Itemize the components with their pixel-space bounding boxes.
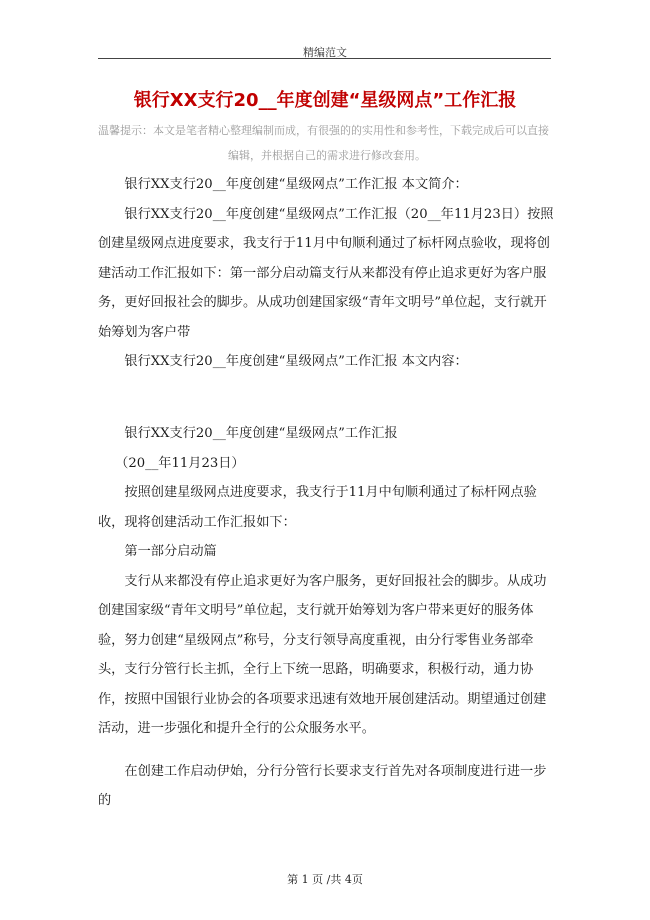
intro-paragraph: 银行XX支行20__年度创建“星级网点”工作汇报（20__年11月23日）按照创建星级网点进度要求，我支行于11月中旬顺利通过了标杆网点验收，现将创建活动工作汇报如下：第一部分启动篇支行从来都没有停止追求更好为客户服务，更好回报社会的脚步。从成功创建国家级“青年文明号”单位起，支行就开始筹划为客户带	[98, 206, 554, 340]
doc-subtitle: 银行XX支行20__年度创建“星级网点”工作汇报	[124, 426, 398, 441]
tip-notice	[98, 118, 556, 168]
document-body	[98, 170, 556, 816]
document-title: 银行XX支行20__年度创建“星级网点”工作汇报	[133, 90, 517, 111]
spacer	[98, 390, 556, 420]
content-label: 银行XX支行20__年度创建“星级网点”工作汇报 本文内容：	[124, 354, 468, 369]
page-header: 精编范文	[303, 46, 347, 59]
tip-line-1: 温馨提示：本文是笔者精心整理编制而成，有很强的的实用性和参考性，下载完成后可以直接	[98, 124, 549, 137]
doc-date: （20__年11月23日）	[115, 455, 245, 471]
paragraph-3: 在创建工作启动伊始，分行分管行长要求支行首先对各项制度进行进一步的	[98, 763, 547, 808]
page-footer: 第 1 页 /共 4页	[287, 873, 363, 886]
paragraph-2: 支行从来都没有停止追求更好为客户服务，更好回报社会的脚步。从成功创建国家级“青年文明号”单位起，支行就开始筹划为客户带来更好的服务体验，努力创建“星级网点”称号，分支行领导高度重视，由分行零售业务部牵头，支行分管行长主抓，全行上下统一思路，明确要求，积极行动，通力协作，按照中国银行业协会的各项要求迅速有效地开展创建活动。期望通过创建活动，进一步强化和提升全行的公众服务水平。	[98, 573, 547, 736]
tip-line-2: 编辑，并根据自己的需求进行修改套用。	[228, 149, 426, 162]
intro-label: 银行XX支行20__年度创建“星级网点”工作汇报 本文简介：	[124, 177, 468, 192]
section-heading-1: 第一部分启动篇	[124, 544, 217, 559]
header-divider	[98, 58, 551, 59]
paragraph-1: 按照创建星级网点进度要求，我支行于11月中旬顺利通过了标杆网点验收，现将创建活动工作汇报如下：	[98, 485, 537, 530]
